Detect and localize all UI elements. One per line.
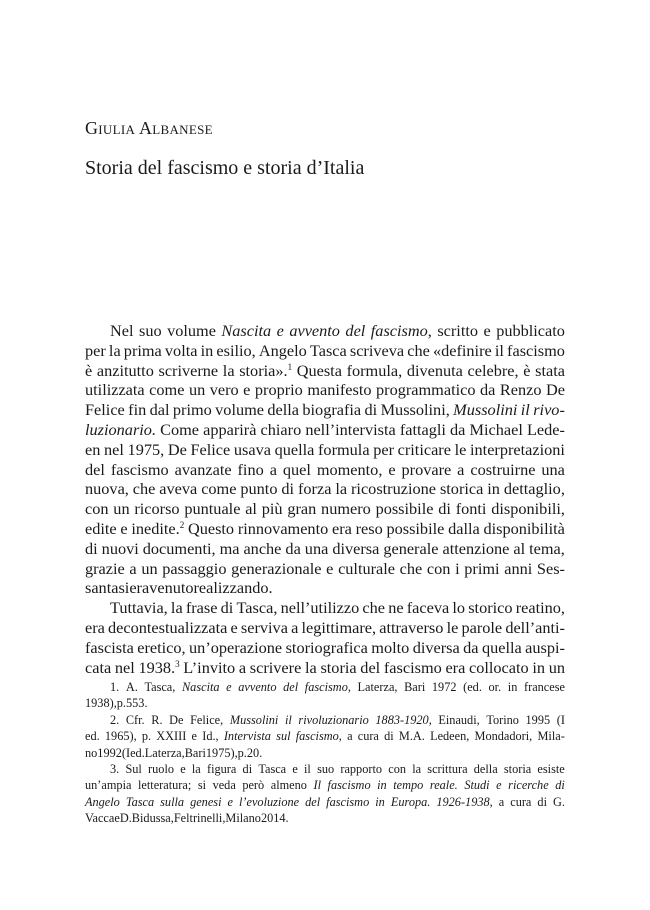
body-line: nuova, che aveva come punto di forza la ricostruzione storica in dettaglio, [85, 479, 565, 499]
body-line: Felice fin dal primo volume della biografia di Mussolini, Mussolini il rivo- [85, 400, 565, 420]
body-line: è anzitutto scriverne la storia».$^1$ Questa formula, divenuta celebre, è stata [85, 360, 565, 380]
body-line: utilizzata come un vero e proprio manifesto programmatico da Renzo De [85, 380, 565, 400]
footnote-line: 1. A. Tasca, Nascita e avvento del fascismo, Laterza, Bari 1972 (ed. or. in francese [110, 680, 565, 694]
footnote-line: Angelo Tasca sulla genesi e l’evoluzione del fascismo in Europa. 1926-1938, a cura di G. [85, 794, 565, 809]
body-line: era decontestualizzata e serviva a legittimare, attraverso le parole dell’anti- [85, 617, 565, 637]
body-line: en nel 1975, De Felice usava quella formula per criticare le interpretazioni [85, 439, 565, 459]
footnote-line: 1938), p. 553. [85, 696, 148, 711]
body-line: fascista eretico, un’operazione storiografica molto diversa da quella auspi- [85, 637, 565, 657]
body-line: Tuttavia, la frase di Tasca, nell’utilizzo che ne faceva lo storico reatino, [110, 598, 565, 618]
body-line: edite e inedite.$^2$ Questo rinnovamento era reso possibile dalla disponibilità [85, 518, 565, 538]
footnote-line: Vacca e D. Bidussa, Feltrinelli, Milano 2014. [85, 811, 289, 826]
footnotes [85, 679, 565, 827]
footnote-line: no 1992 (I ed. Laterza, Bari 1975), p. 20. [85, 745, 263, 760]
chapter-title: Storia del fascismo e storia d’Italia [85, 157, 365, 179]
footnote-line: ed. 1965), p. XXIII e Id., Intervista sul fascismo, a cura di M.A. Ledeen, Mondadori, Mila- [85, 729, 565, 744]
body-line: di nuovi documenti, ma anche da una diversa generale attenzione al tema, [85, 538, 565, 558]
footnote-line: un’ampia letteratura; si veda però almeno Il fascismo in tempo reale. Studi e ricerche di [85, 778, 565, 793]
body-line: del fascismo avanzate fino a quel momento, e provare a costruirne una [85, 459, 565, 479]
footnote-line: 2. Cfr. R. De Felice, Mussolini il rivoluzionario 1883-1920, Einaudi, Torino 1995 (I [110, 712, 565, 727]
author-name: Giulia Albanese [85, 118, 213, 138]
body-text [85, 321, 565, 677]
body-line: luzionario. Come apparirà chiaro nell’intervista fattagli da Michael Lede- [85, 419, 565, 439]
body-line: santa si era venuto realizzando. [85, 578, 273, 598]
body-line: grazie a un passaggio generazionale e culturale che con i primi anni Ses- [85, 558, 565, 578]
body-line: con un ricorso puntuale al più gran numero possibile di fonti disponibili, [85, 499, 565, 519]
body-line: per la prima volta in esilio, Angelo Tasca scriveva che «definire il fascismo [85, 340, 565, 360]
footnote-line: 3. Sul ruolo e la figura di Tasca e il suo rapporto con la scrittura della storia esiste [110, 762, 565, 777]
body-line: cata nel 1938.$^3$ L’invito a scrivere la storia del fascismo era collocato in un [85, 657, 565, 677]
body-line: Nel suo volume Nascita e avvento del fascismo, scritto e pubblicato [110, 321, 565, 340]
